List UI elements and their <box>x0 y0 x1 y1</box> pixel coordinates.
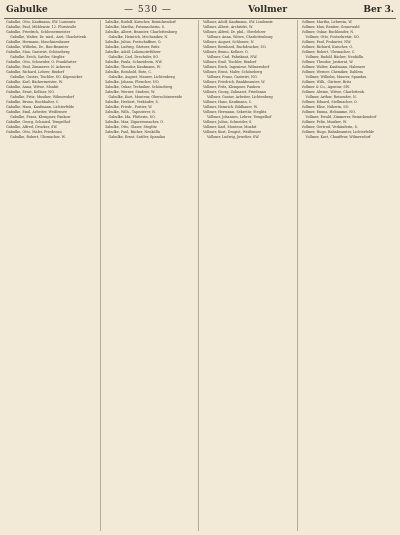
page-header <box>6 3 394 17</box>
directory-entry: Vollmer, Georg, Zahnarzt, Friedenau <box>203 90 266 94</box>
header-left-name: Gabulke <box>6 5 48 15</box>
directory-entry: Vollmer, Johannes, Lehrer, Tempelhof <box>207 115 272 119</box>
directory-entry: Gabulke, Kurt, Monteur, Oberschöneweide <box>108 95 183 99</box>
directory-entry: Gabulke, Otto, Maler, Friedenau <box>6 130 62 134</box>
directory-entry: Vollmer, Hugo, Bahnbeamter, Lichterfelde <box>301 130 374 134</box>
directory-entry: Gabulke, Paul, Bäcker, Neukölln <box>104 130 160 134</box>
directory-entry: Gabulke, Reinhold, Bote, C. <box>104 70 152 74</box>
directory-entry: Gabulke, Karl, Bäckermeister, W. <box>6 80 63 84</box>
header-right-name: Vollmer <box>248 5 288 15</box>
directory-entry: Gabulke, Franz, Klempner, Pankow <box>10 115 71 119</box>
directory-entry: Gabulke, Heinrich, Mechaniker, N. <box>108 35 169 39</box>
directory-entry: Gabulke, Alfred, Drucker, SW. <box>6 125 58 129</box>
directory-entry: Vollmer, Carl, Fabrikant, NW. <box>207 55 258 59</box>
directory-entry: Gabulke, Otto, Schneider, O. Frankfurter <box>6 60 77 64</box>
directory-entry: Vollmer, Friedrich, Bankbeamter, W. <box>203 80 266 84</box>
directory-entry: Gabulke, Otto, Kaufmann, SW. Luisenstr. <box>6 20 77 24</box>
directory-entry: Gabulke, Rudolf, Kutscher, Reinickendorf <box>104 20 176 24</box>
directory-entry: Gabulke, Werner, Student, W. <box>104 90 156 94</box>
directory-entry: Vollmer, Elise, Näherin, SO. <box>301 105 350 109</box>
column-1 <box>4 20 101 531</box>
directory-entry: Gabulke, Paul, Mühlenstr. 12. Flurstraße <box>6 25 77 29</box>
directory-entry: Vollmer, Albert, Architekt, W. <box>203 25 253 29</box>
directory-entry: Vollmer, Wilh., Gärtner, Britz <box>301 80 352 84</box>
directory-entry: Gabulke, August, Maurer, Lichtenberg <box>108 75 175 79</box>
directory-entry: Vollmer, Adolf, Kaufmann, SW. Lindenstr. <box>203 20 274 24</box>
directory-entry: Gabulke, Georg, Schmied, Tempelhof <box>6 120 71 124</box>
directory-entry: Vollmer, Ewald, Zimmerer, Reinickendorf <box>305 115 377 119</box>
directory-entry: Gabulke, Paul, Zimmerer, N. Ackerstr. <box>6 65 72 69</box>
directory-entry: Gabulke, Anna, Witwe, Moabit <box>6 85 59 89</box>
directory-entry: Vollmer, Ludwig, Juwelier, SW. <box>207 135 260 139</box>
directory-entry: Vollmer, Richard, Kutscher, O. <box>301 45 354 49</box>
directory-entry: Gabulke, Ernst, Kellner, NO. <box>6 90 55 94</box>
directory-entry: Vollmer, Julius, Schneider, S. <box>203 120 253 124</box>
directory-entry: Gabulke, Fritz, Musiker, Wilmersdorf <box>10 95 74 99</box>
directory-entry: Vollmer, Alwine, Witwe, Charlottenb. <box>301 90 365 94</box>
header-right-mark: Ber 3. <box>363 5 394 15</box>
column-3 <box>201 20 298 531</box>
directory-entry: Gabulke, Friedr., Portier, W. <box>104 105 153 109</box>
directory-entry: Gabulke, Robert, Uhrmacher, W. <box>10 135 66 139</box>
directory-entry: Vollmer, Gustav, Arbeiter, Lichtenberg <box>207 95 273 99</box>
directory-entry: Gabulke, Julius, Postschaffner, O. <box>104 40 162 44</box>
directory-entry: Gabulke, Theodor, Kaufmann, W. <box>104 65 161 69</box>
directory-entry: Gabulke, Herbert, Verkäufer, S. <box>104 100 159 104</box>
directory-entry: Vollmer, Gertrud, Verkäuferin, S. <box>301 125 358 129</box>
directory-entry: Gabulke, Carl, Drechsler, SO. <box>108 55 160 59</box>
directory-entry: Gabulke, Erich, Sattler, Steglitz <box>10 55 65 59</box>
directory-entry: Gabulke, Walter, Dr. med., Arzt, Charlottenb. <box>10 35 88 39</box>
directory-entry: Vollmer, Franz, Gastwirt, NO. <box>207 75 258 79</box>
directory-entry: Vollmer, Bernhard, Buchdrucker, SO. <box>203 45 267 49</box>
directory-entry: Vollmer, Theodor, Justizrat, W. <box>301 60 354 64</box>
directory-entry: Vollmer, Bruno, Kellner, O. <box>203 50 249 54</box>
directory-entry: Vollmer, Hermann, Sekretär, Steglitz <box>203 110 267 114</box>
directory-entry: Vollmer, Walter, Kaufmann, Halensee <box>301 65 366 69</box>
directory-entry: Vollmer & Co., Agentur, SW. <box>301 85 350 89</box>
directory-entry: Gabulke, Martha, Putzmacherin, S. <box>104 25 165 29</box>
directory-entry: Vollmer, Werner, Chemiker, Dahlem <box>301 70 363 74</box>
directory-entry: Vollmer, Heinrich, Bildhauer, W. <box>203 105 258 109</box>
directory-entry: Gabulke, Ludwig, Gärtner, Britz <box>104 45 160 49</box>
directory-entry: Vollmer, Emma, Hebamme, NO. <box>301 110 356 114</box>
directory-entry: Vollmer, Paul, Prokurist, NW. <box>301 40 352 44</box>
header-rule <box>4 18 396 19</box>
directory-entry: Vollmer, Alfred, Dr. phil., Oberlehrer <box>203 30 266 34</box>
directory-entry: Gabulke, Oskar, Techniker, Schöneberg <box>104 85 173 89</box>
directory-entry: Vollmer, Martha, Lehrerin, W. <box>301 20 353 24</box>
directory-entry: Vollmer, Ernst, Maler, Schöneberg <box>203 70 263 74</box>
directory-entry: Gabulke, Bruno, Buchhalter, C. <box>6 100 60 104</box>
directory-entry: Gabulke, Wilhelm, Dr., Bau-Beamter <box>6 45 69 49</box>
directory-entry: Gabulke, Gustav, Tischler, SO. Köpenicker <box>10 75 83 79</box>
directory-entry: Vollmer, Eduard, Stellmacher, O. <box>301 100 358 104</box>
directory-entry: Vollmer, Felix, Musiker, W. <box>301 120 347 124</box>
directory-entry: Gabulke, Friedrich, Schlossermeister <box>6 30 71 34</box>
directory-entry: Vollmer, Arthur, Reisender, N. <box>305 95 357 99</box>
directory-entry: Gabulke, Paula, Schneiderin, NW. <box>104 60 163 64</box>
directory-entry: Vollmer, Oskar, Buchbinder, N. <box>301 30 355 34</box>
directory-entry: Vollmer, Kurt, Chauffeur, Wilmersdorf <box>305 135 371 139</box>
directory-entry: Gabulke, Ernst, Sattler, Spandau <box>108 135 166 139</box>
directory-entry: Vollmer, Hans, Kaufmann, C. <box>203 100 253 104</box>
directory-entry: Vollmer, Anna, Witwe, Charlottenburg <box>207 35 273 39</box>
directory-entry: Gabulke, Max, Gastwirt, Schöneberg <box>6 50 70 54</box>
directory-entry: Gabulke, Max, Zigarrenmacher, O. <box>104 120 164 124</box>
column-2 <box>103 20 200 531</box>
directory-entry: Vollmer, Wilhelm, Maurer, Spandau <box>305 75 367 79</box>
directory-entry: Gabulke, Wilh., Tapezierer, N. <box>104 110 156 114</box>
directory-entry: Vollmer, Emil, Tischler, Rixdorf <box>203 60 257 64</box>
directory-entry: Vollmer, Otto, Postsekretär, SO. <box>305 35 360 39</box>
directory-entry: Gabulke, Emil, Arbeiter, Weißensee <box>6 110 68 114</box>
directory-entry: Gabulke, Ida, Plätterin, SO. <box>108 115 156 119</box>
directory-entry: Gabulke, Albert, Beamter, Charlottenburg <box>104 30 177 34</box>
column-4 <box>300 20 397 531</box>
directory-entry: Vollmer, Kurt, Drogist, Weißensee <box>203 130 262 134</box>
directory-entry: Vollmer, Max, Rentier, Grunewald <box>301 25 360 29</box>
directory-entry: Gabulke, Adolf, Lokomotivführer <box>104 50 161 54</box>
directory-entry: Gabulke, Richard, Lehrer, Rixdorf <box>6 70 65 74</box>
directory-entry: Gabulke, Otto, Glaser, Steglitz <box>104 125 157 129</box>
directory-entry: Gabulke, Hermann, Maschinenbauer <box>6 40 70 44</box>
directory-entry: Vollmer, Erich, Ingenieur, Wilmersdorf <box>203 65 270 69</box>
directory-entry: Gabulke, Hans, Kaufmann, Lichterfelde <box>6 105 75 109</box>
directory-entry: Gabulke, Johann, Fleischer, NO. <box>104 80 160 84</box>
directory-entry: Vollmer, Rudolf, Bäcker, Neukölln <box>305 55 364 59</box>
directory-entry: Vollmer, Robert, Uhrmacher, C. <box>301 50 356 54</box>
directory-entry: Vollmer, Karl, Monteur, Moabit <box>203 125 257 129</box>
page-number: — 530 — <box>123 5 172 15</box>
directory-entry: Vollmer, Fritz, Klempner, Pankow <box>203 85 261 89</box>
directory-entry: Vollmer, August, Schlosser, N. <box>203 40 255 44</box>
directory-columns <box>4 20 396 531</box>
